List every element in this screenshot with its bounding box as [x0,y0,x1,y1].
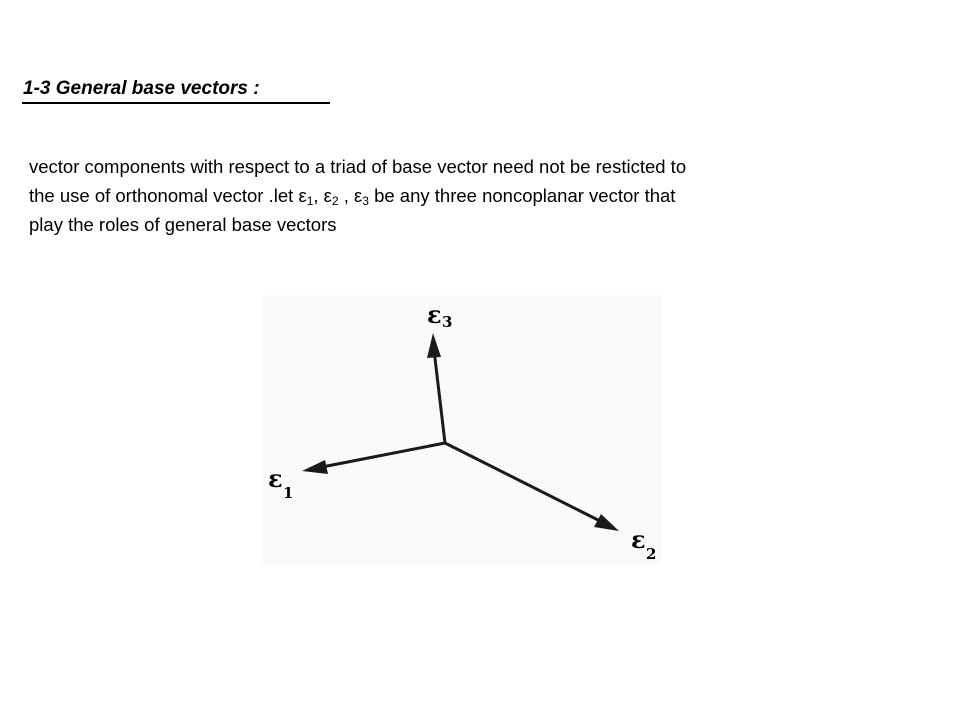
epsilon-subscript-1: 1 [306,194,314,208]
epsilon-symbol-3: ε [354,185,363,206]
body-line-2 [29,181,909,210]
label-e1-subscript: 1 [283,484,294,502]
title-underline [22,102,330,104]
base-vector-figure [262,295,662,565]
epsilon-symbol-1: ε [298,185,307,206]
body-line-3: play the roles of general base vectors [29,214,337,235]
epsilon-subscript-3: 3 [362,194,369,208]
slide-title: 1-3 General base vectors : [23,78,260,99]
body-line-1: vector components with respect to a triad of base vector need not be resticted to [29,156,687,177]
label-e3-symbol: ε [427,300,442,329]
epsilon-symbol-2: ε [323,185,332,206]
label-e3-subscript: 3 [442,313,453,331]
separator-1: , [313,185,324,206]
label-e1-symbol: ε [268,464,283,493]
epsilon-subscript-2: 2 [331,194,339,208]
body-line-2-end: be any three noncoplanar vector that [368,185,676,206]
label-e2-subscript: 2 [646,545,657,563]
label-e2-symbol: ε [631,525,646,554]
base-vector-diagram [262,295,662,565]
body-line-2-start: the use of orthonomal vector .let [29,185,299,206]
separator-2: , [338,185,355,206]
body-paragraph [29,152,909,239]
